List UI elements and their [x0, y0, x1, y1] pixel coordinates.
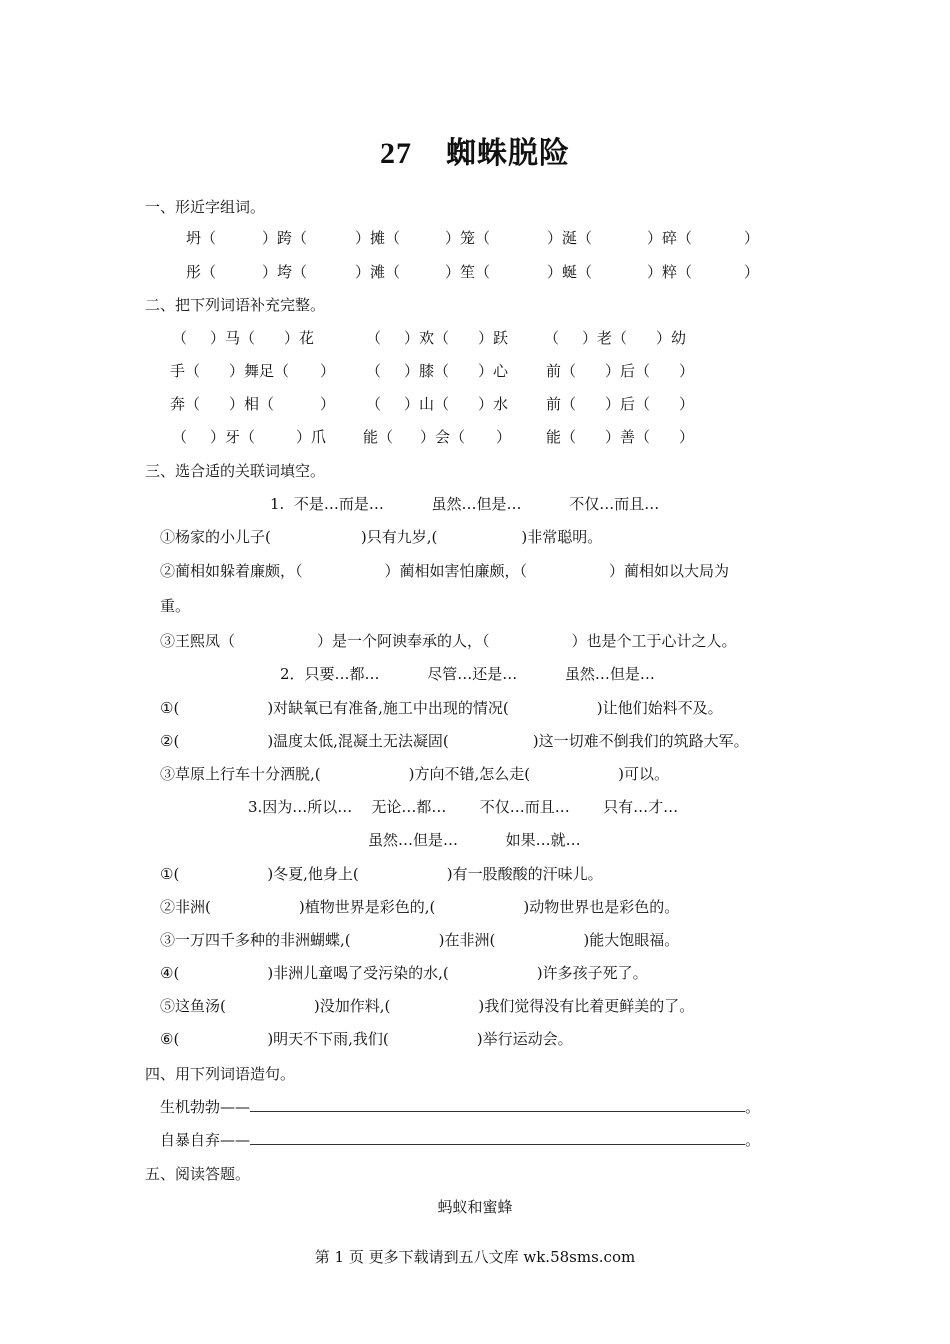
- s2-r2-c5: ）膝（: [404, 362, 450, 380]
- s2-r1-c6: ）跃: [478, 329, 509, 347]
- s2-r3-c2: ）相（: [229, 395, 275, 413]
- s1-r1-c4: ）笼（: [445, 229, 491, 247]
- q-text: )在非洲(: [438, 931, 496, 949]
- s2-r3-c4: （: [366, 395, 382, 413]
- q-text: )对缺氧已有准备,施工中出现的情况(: [267, 699, 509, 717]
- q-text: )可以。: [618, 765, 669, 783]
- q-text: ）蔺相如以大局为: [609, 562, 730, 580]
- q-text: ①(: [160, 699, 180, 717]
- q-text: ）是一个阿谀奉承的人，（: [317, 632, 490, 650]
- s3-q1c: [160, 631, 737, 651]
- s2-r4-c5: ）会（: [420, 428, 466, 446]
- s3-q2b: [160, 731, 749, 751]
- s1-r2-c4: ）笙（: [445, 263, 491, 281]
- s1-r2-c6: ）粹（: [647, 263, 693, 281]
- s4-sentence-2: [160, 1130, 760, 1150]
- section-2-heading: 二、把下列词语补充完整。: [145, 296, 326, 314]
- s2-r4-c2: ）牙（: [210, 428, 256, 446]
- s3-group-1-options: 1. 不是…而是… 虽然…但是… 不仅…而且…: [270, 495, 660, 513]
- s1-r1-c5: ）涎（: [547, 229, 593, 247]
- s1-r2-c3: ）滩（: [355, 263, 401, 281]
- q-text: )举行运动会。: [476, 1030, 573, 1048]
- sentence-answer-line[interactable]: [250, 1097, 745, 1112]
- q-text: ⑥(: [160, 1030, 180, 1048]
- q-text: )没加作料,(: [313, 997, 391, 1015]
- s2-r3-c7: 前（: [546, 395, 577, 413]
- q-text: )能大饱眼福。: [583, 931, 680, 949]
- q-text: )植物世界是彩色的,(: [298, 898, 436, 916]
- s2-r2-c4: （: [366, 362, 382, 380]
- s1-r2-c7: ）: [744, 263, 760, 281]
- s3-group-3-options-a: 3.因为…所以… 无论…都… 不仅…而且… 只有…才…: [248, 798, 679, 816]
- s2-r4-c3: ）爪: [296, 428, 327, 446]
- s4-end-mark: 。: [745, 1098, 761, 1116]
- s2-r1-c2: ）马（: [210, 329, 256, 347]
- s4-sentence-1: [160, 1097, 760, 1117]
- q-text: )冬夏,他身上(: [267, 865, 359, 883]
- q-text: )非常聪明。: [521, 528, 603, 546]
- q-text: )非洲儿童喝了受污染的水,(: [267, 964, 449, 982]
- s2-r2-c1: 手（: [170, 362, 201, 380]
- q-text: ②非洲(: [160, 898, 211, 916]
- s2-r3-c6: ）水: [478, 395, 509, 413]
- s2-r1-c9: ）幼: [656, 329, 687, 347]
- lesson-title: 蜘蛛脱险: [446, 136, 570, 171]
- s1-r1-c3: ）摊（: [355, 229, 401, 247]
- section-4-heading: 四、用下列词语造句。: [145, 1065, 296, 1083]
- s3-q1b-continued: 重。: [160, 597, 191, 615]
- s2-r4-c7: 能（: [546, 428, 577, 446]
- q-text: )只有九岁,(: [360, 528, 438, 546]
- q-text: ③一万四千多种的非洲蝴蝶,(: [160, 931, 351, 949]
- s4-word-1: 生机勃勃——: [160, 1098, 251, 1116]
- s2-r4-c6: ）: [496, 428, 512, 446]
- s2-r1-c8: ）老（: [582, 329, 628, 347]
- s3-q3d: [160, 963, 648, 983]
- q-text: ③王熙凤（: [160, 632, 236, 650]
- s1-r1-c1: 坍（: [186, 229, 217, 247]
- section-3-heading: 三、选合适的关联词填空。: [145, 462, 326, 480]
- q-text: )动物世界也是彩色的。: [523, 898, 680, 916]
- q-text: )许多孩子死了。: [536, 964, 648, 982]
- s3-q1a: [160, 527, 602, 547]
- lesson-number: 27: [380, 137, 412, 170]
- s2-r2-c7: 前（: [546, 362, 577, 380]
- s2-r2-c9: ）: [679, 362, 695, 380]
- s2-r2-c3: ）: [320, 362, 336, 380]
- s1-r1-c6: ）碎（: [647, 229, 693, 247]
- s2-r3-c5: ）山（: [404, 395, 450, 413]
- s3-q3e: [160, 996, 694, 1016]
- s2-r2-c2: ）舞足（: [229, 362, 290, 380]
- s2-r2-c8: ）后（: [605, 362, 651, 380]
- q-text: )温度太低,混凝土无法凝固(: [267, 732, 449, 750]
- s2-r3-c3: ）: [320, 395, 336, 413]
- q-text: ）也是个工于心计之人。: [571, 632, 737, 650]
- q-text: )明天不下雨,我们(: [267, 1030, 389, 1048]
- page-title: [0, 128, 950, 172]
- s1-r2-c5: ）蜒（: [547, 263, 593, 281]
- s2-r1-c3: ）花: [284, 329, 315, 347]
- s4-word-2: 自暴自弃——: [160, 1131, 251, 1149]
- q-text: )有一股酸酸的汗味儿。: [446, 865, 603, 883]
- q-text: ）蔺相如害怕廉颇，（: [384, 562, 528, 580]
- s1-r1-c2: ）跨（: [262, 229, 308, 247]
- q-text: ⑤这鱼汤(: [160, 997, 226, 1015]
- q-text: ④(: [160, 964, 180, 982]
- s4-end-mark: 。: [745, 1131, 761, 1149]
- page-footer: 第 1 页 更多下载请到五八文库 wk.58sms.com: [314, 1248, 636, 1266]
- s3-q2c: [160, 764, 669, 784]
- s2-r4-c1: （: [172, 428, 188, 446]
- s3-q3f: [160, 1029, 573, 1049]
- s2-r3-c8: ）后（: [605, 395, 651, 413]
- s1-r2-c2: ）垮（: [262, 263, 308, 281]
- section-1-heading: 一、形近字组词。: [145, 198, 266, 216]
- q-text: ①(: [160, 865, 180, 883]
- s1-r1-c7: ）: [744, 229, 760, 247]
- q-text: )这一切难不倒我们的筑路大军。: [532, 732, 749, 750]
- s2-r3-c9: ）: [679, 395, 695, 413]
- s2-r4-c4: 能（: [363, 428, 394, 446]
- s3-q2a: [160, 698, 723, 718]
- q-text: )让他们始料不及。: [596, 699, 723, 717]
- s2-r2-c6: ）心: [478, 362, 509, 380]
- q-text: ②蔺相如躲着廉颇，（: [160, 562, 303, 580]
- q-text: )我们觉得没有比着更鲜美的了。: [478, 997, 695, 1015]
- s2-r1-c5: ）欢（: [404, 329, 450, 347]
- q-text: )方向不错,怎么走(: [408, 765, 531, 783]
- s2-r1-c7: （: [544, 329, 560, 347]
- s3-group-2-options: 2．只要…都… 尽管…还是… 虽然…但是…: [280, 665, 655, 683]
- s2-r4-c8: ）善（: [605, 428, 651, 446]
- section-5-heading: 五、阅读答题。: [145, 1165, 251, 1183]
- q-text: ①杨家的小儿子(: [160, 528, 271, 546]
- s2-r1-c4: （: [366, 329, 382, 347]
- s3-q1b: [160, 561, 729, 581]
- s2-r3-c1: 奔（: [170, 395, 201, 413]
- q-text: ②(: [160, 732, 180, 750]
- s3-q3b: [160, 897, 679, 917]
- s3-group-3-options-b: 虽然…但是… 如果…就…: [368, 831, 581, 849]
- s3-q3a: [160, 864, 603, 884]
- reading-title: 蚂蚁和蜜蜂: [437, 1198, 513, 1216]
- q-text: ③草原上行车十分洒脱,(: [160, 765, 321, 783]
- s2-r1-c1: （: [172, 329, 188, 347]
- s3-q3c: [160, 930, 679, 950]
- sentence-answer-line[interactable]: [250, 1130, 745, 1145]
- s2-r4-c9: ）: [679, 428, 695, 446]
- s1-r2-c1: 彤（: [186, 263, 217, 281]
